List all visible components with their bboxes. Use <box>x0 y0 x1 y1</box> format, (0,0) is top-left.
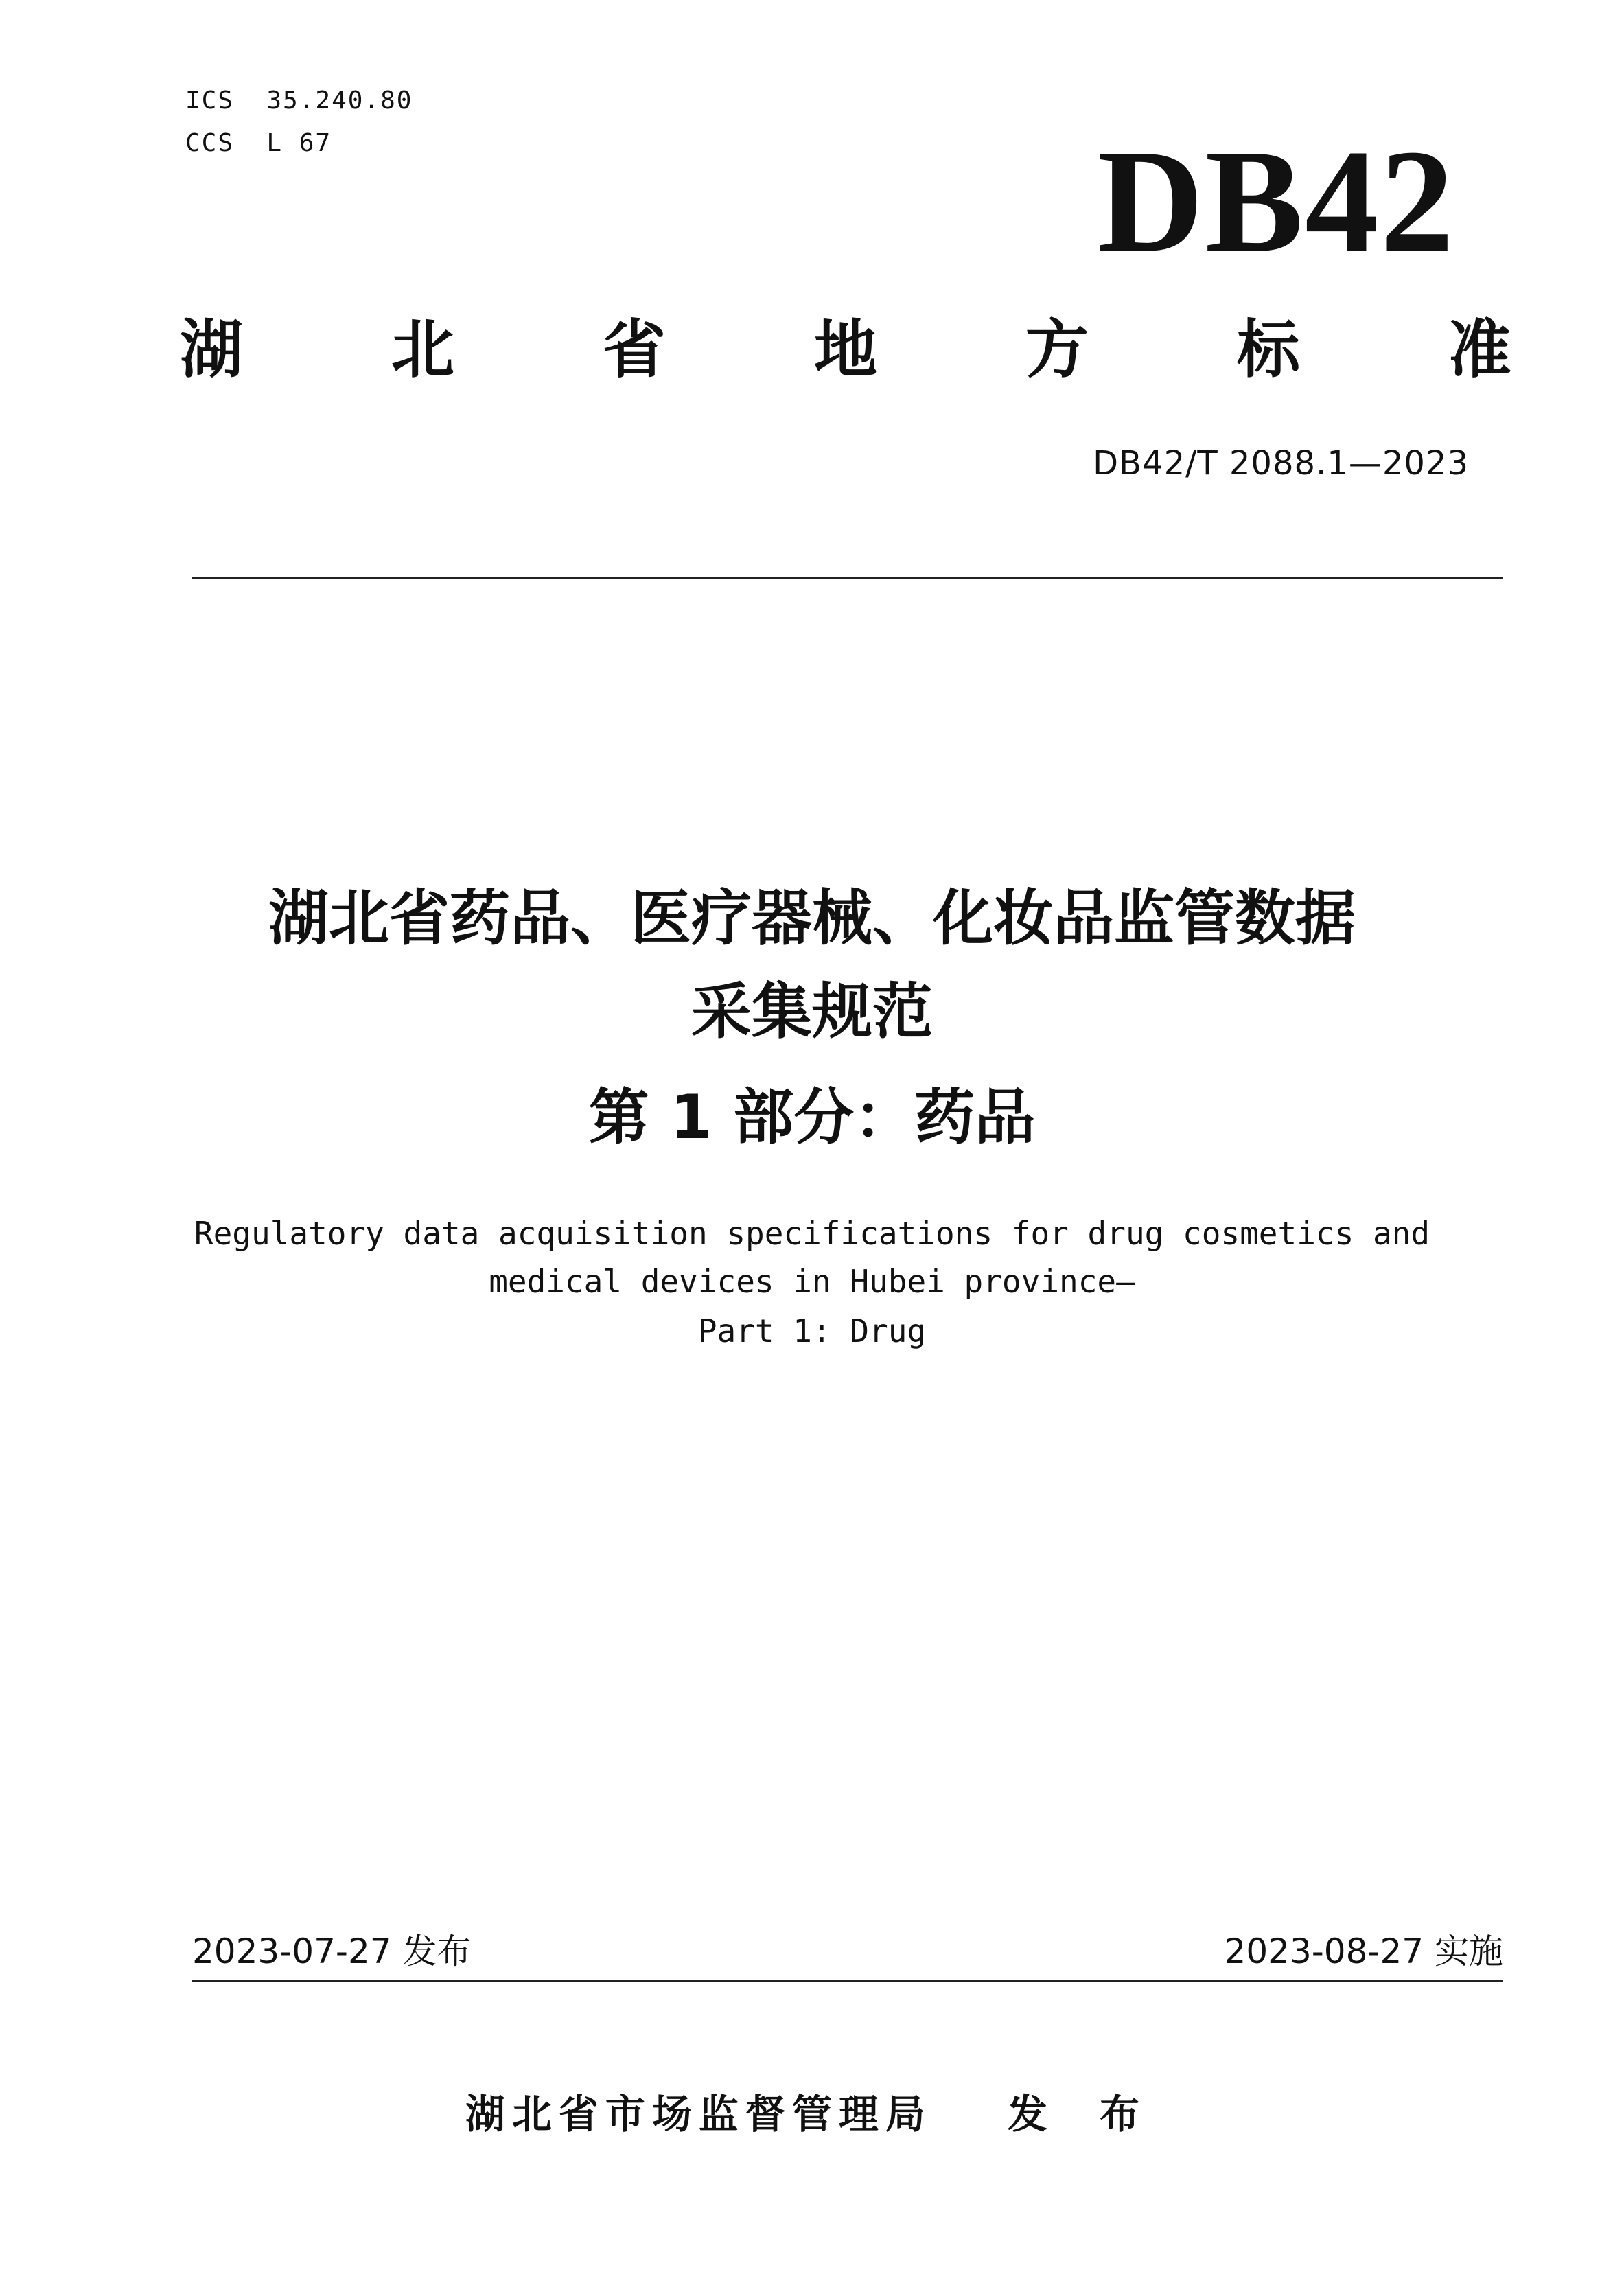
standard-type-char: 方 <box>1025 313 1089 386</box>
classification-codes <box>185 80 413 165</box>
issuer-action: 发 布 <box>1007 2091 1159 2137</box>
english-title-line-3: Part 1: Drug <box>697 1312 927 1349</box>
top-divider <box>192 577 1503 579</box>
issuer-name: 湖北省市场监督管理局 <box>465 2091 932 2137</box>
standard-type-char: 湖 <box>180 313 244 386</box>
standard-type-char: 北 <box>391 313 454 386</box>
chinese-title-line-3: 第 1 部分：药品 <box>588 1082 1036 1152</box>
ics-code: ICS 35.240.80 <box>185 86 413 115</box>
standard-type-char: 准 <box>1448 313 1511 386</box>
english-title-line-2: medical devices in Hubei province— <box>489 1263 1135 1300</box>
chinese-title-line-1: 湖北省药品、医疗器械、化妆品监管数据 <box>268 883 1356 953</box>
standard-type-heading <box>180 309 1511 391</box>
standard-number: DB42/T 2088.1—2023 <box>1093 444 1469 483</box>
ccs-code: CCS L 67 <box>185 129 332 157</box>
standard-type-char: 地 <box>813 313 877 386</box>
publish-date: 2023-07-27 发布 <box>192 1932 472 1971</box>
bottom-divider <box>192 1980 1503 1982</box>
standard-type-char: 标 <box>1236 313 1300 386</box>
implementation-date: 2023-08-27 实施 <box>1224 1932 1503 1971</box>
chinese-title-line-2: 采集规范 <box>691 976 933 1047</box>
standard-type-char: 省 <box>602 313 666 386</box>
issuing-authority <box>0 2087 1624 2142</box>
english-title-line-1: Regulatory data acquisition specifications for drug cosmetics and <box>194 1215 1430 1252</box>
standard-mark: DB42 <box>1097 119 1455 283</box>
